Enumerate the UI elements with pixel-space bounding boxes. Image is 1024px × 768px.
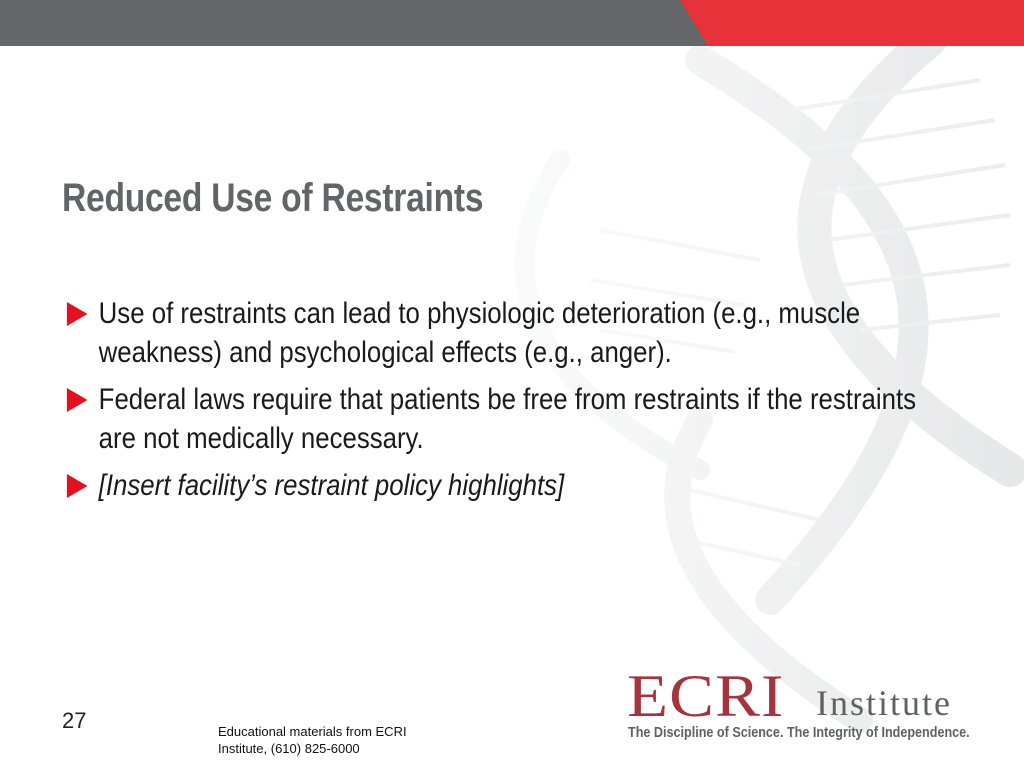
top-banner-bar — [0, 0, 1024, 46]
ecri-institute-logo — [624, 663, 1004, 748]
triangle-bullet-icon — [67, 474, 88, 498]
bullet-list — [66, 294, 926, 513]
logo-institute-text: Institute — [816, 683, 952, 723]
bullet-text: Federal laws require that patients be free from restraints if the restraints are not medically necessary. — [98, 383, 917, 455]
triangle-bullet-icon — [67, 388, 88, 412]
bullet-text: [Insert facility’s restraint policy highlights] — [98, 469, 565, 502]
logo-ecri-text: ECRI — [627, 663, 785, 729]
bullet-item — [66, 294, 926, 372]
slide-title: Reduced Use of Restraints — [62, 176, 484, 220]
bullet-text: Use of restraints can lead to physiologic deterioration (e.g., muscle weakness) and psychological effects (e.g., anger). — [98, 297, 861, 369]
page-number: 27 — [62, 708, 87, 733]
triangle-bullet-icon — [67, 302, 88, 326]
bullet-item — [66, 380, 926, 458]
footer-note: Educational materials from ECRI Institute, (610) 825-6000 — [218, 724, 407, 756]
logo-tagline: The Discipline of Science. The Integrity of Independence. — [628, 724, 970, 741]
bullet-item — [66, 466, 926, 505]
